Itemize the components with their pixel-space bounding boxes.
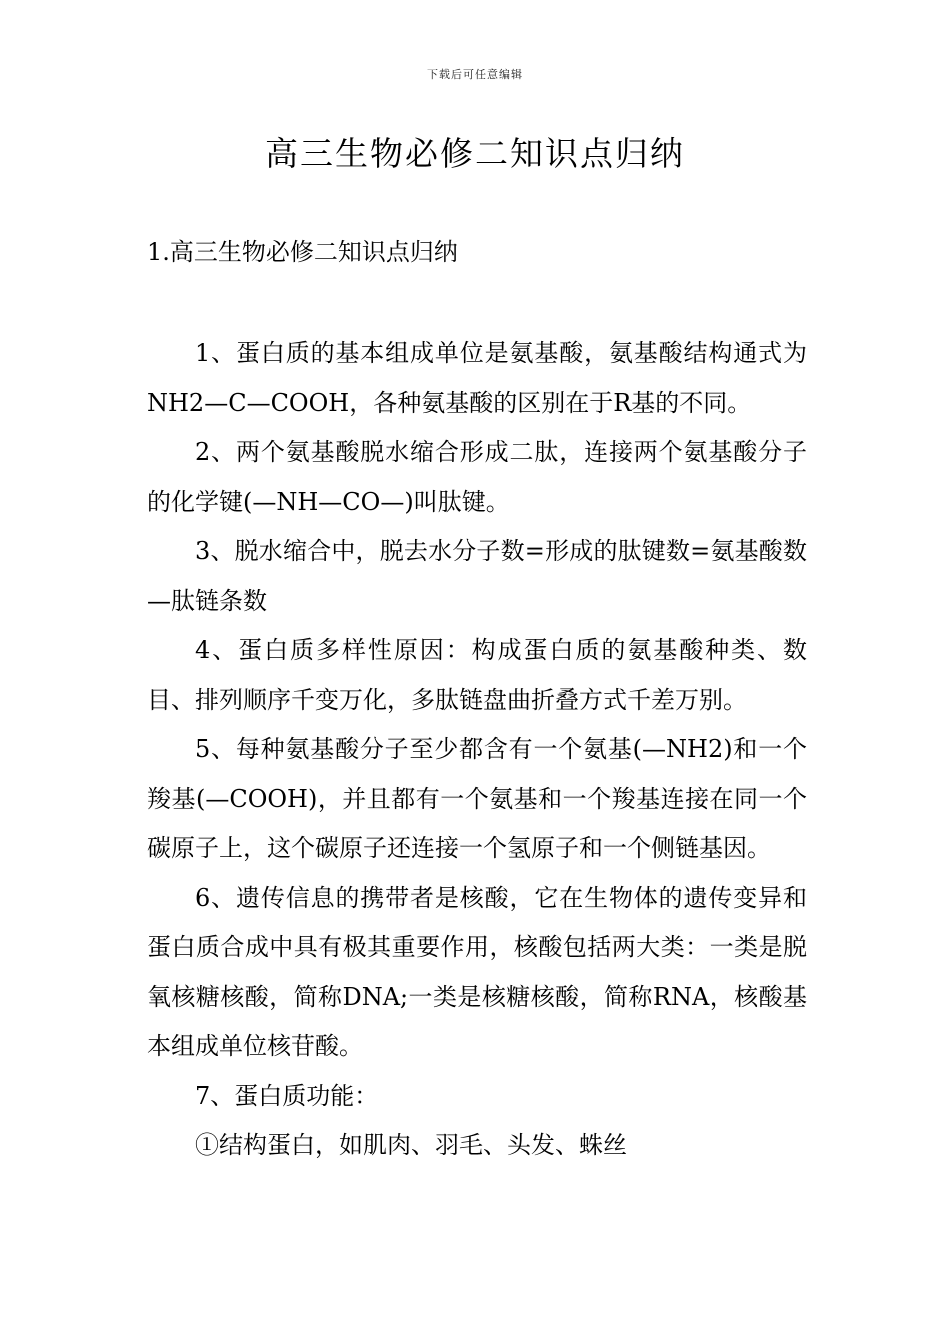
paragraph: ①结构蛋白，如肌肉、羽毛、头发、蛛丝 [195, 1131, 627, 1159]
paragraph: 3、脱水缩合中，脱去水分子数=形成的肽键数=氨基酸数—肽链条数 [147, 537, 807, 615]
document-title: 高三生物必修二知识点归纳 [265, 134, 685, 173]
header-note: 下载后可任意编辑 [427, 68, 523, 81]
document-body [147, 329, 807, 1171]
section-heading: 1.高三生物必修二知识点归纳 [147, 238, 458, 266]
paragraph: 1、蛋白质的基本组成单位是氨基酸，氨基酸结构通式为NH2—C—COOH，各种氨基酸的区别在于R基的不同。 [147, 339, 807, 417]
paragraph: 7、蛋白质功能： [195, 1081, 379, 1110]
paragraph: 2、两个氨基酸脱水缩合形成二肽，连接两个氨基酸分子的化学键(—NH—CO—)叫肽键。 [147, 438, 807, 516]
paragraph: 6、遗传信息的携带者是核酸，它在生物体的遗传变异和蛋白质合成中具有极其重要作用，核酸包括两大类：一类是脱氧核糖核酸，简称DNA;一类是核糖核酸，简称RNA，核酸基本组成单位核苷酸。 [147, 883, 807, 1060]
paragraph: 4、蛋白质多样性原因：构成蛋白质的氨基酸种类、数目、排列顺序千变万化，多肽链盘曲折叠方式千差万别。 [147, 636, 807, 714]
paragraph: 5、每种氨基酸分子至少都含有一个氨基(—NH2)和一个羧基(—COOH)，并且都有一个氨基和一个羧基连接在同一个碳原子上，这个碳原子还连接一个氢原子和一个侧链基因。 [147, 735, 807, 862]
